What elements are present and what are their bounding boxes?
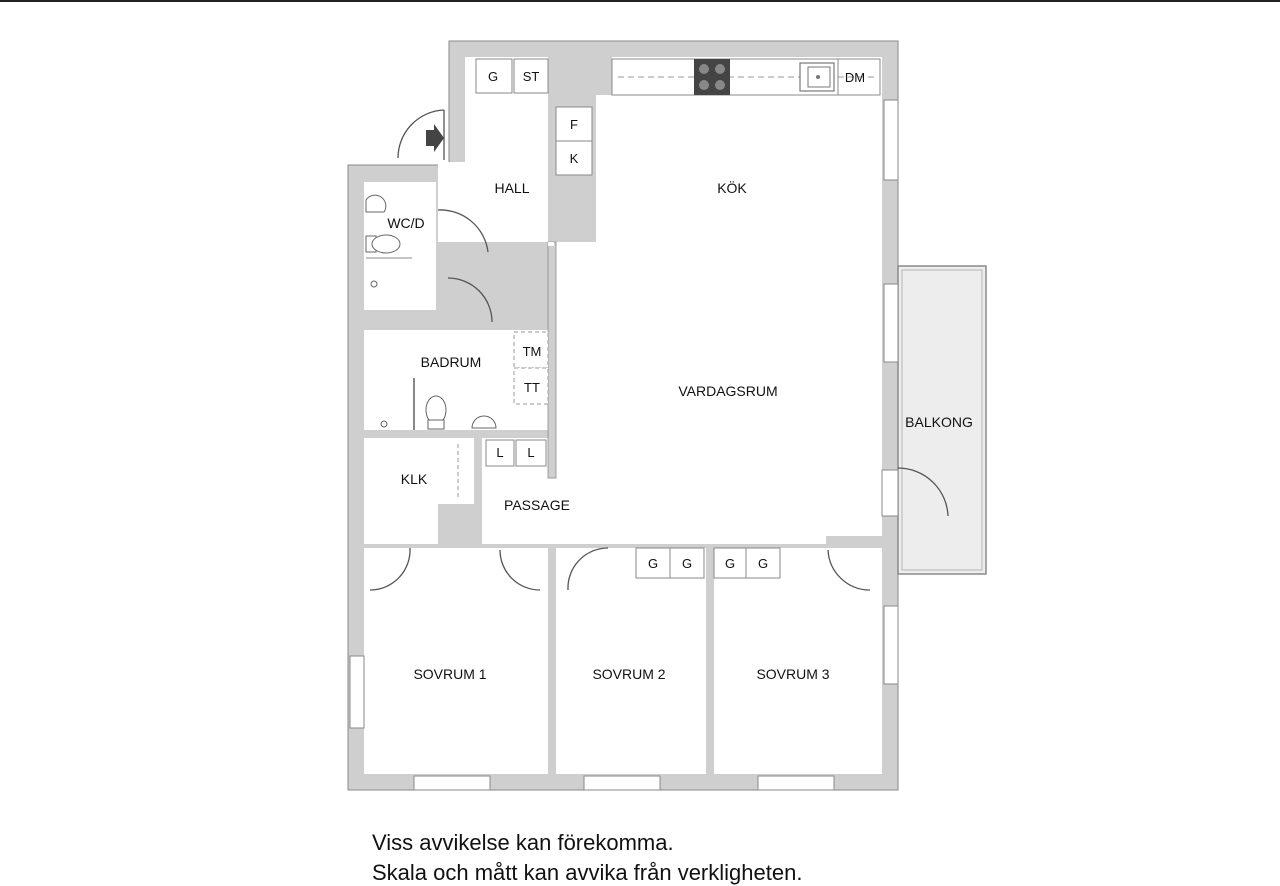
walk-in-closet-label: KLK: [400, 471, 428, 487]
hall-storage-label: ST: [522, 69, 540, 84]
bedroom-2-wardrobe-2-label: G: [681, 556, 693, 571]
tumble-dryer-label: TT: [524, 380, 540, 395]
freezer-label: F: [570, 117, 578, 132]
disclaimer-line-2: Skala och mått kan avvika från verkligheten.: [372, 860, 803, 885]
kitchen-living-floor: [548, 57, 882, 544]
bedroom-1-label: SOVRUM 1: [413, 666, 487, 682]
bedroom-3-floor: [714, 548, 882, 774]
kitchen-label: KÖK: [717, 180, 747, 196]
hall-label: HALL: [494, 180, 530, 196]
bedroom-3-wardrobe-2-label: G: [757, 556, 769, 571]
linen-closet-2-label: L: [527, 445, 535, 460]
dishwasher-label: DM: [844, 70, 866, 85]
entrance-arrow-icon: [426, 124, 444, 152]
bedroom-2-wardrobe-1-label: G: [647, 556, 659, 571]
disclaimer-line-1: Viss avvikelse kan förekomma.: [372, 830, 674, 855]
linen-closet-1-label: L: [496, 445, 504, 460]
wc-label: WC/D: [387, 215, 425, 231]
bedroom-1-floor: [364, 548, 548, 774]
passage-label: PASSAGE: [504, 497, 570, 513]
living-room-label: VARDAGSRUM: [678, 383, 778, 399]
bedroom-2-label: SOVRUM 2: [592, 666, 666, 682]
washing-machine-label: TM: [522, 344, 542, 359]
bathroom-label: BADRUM: [420, 354, 482, 370]
bedroom-3-label: SOVRUM 3: [756, 666, 830, 682]
balcony-label: BALKONG: [905, 414, 973, 430]
hall-wardrobe-label: G: [487, 69, 499, 84]
bedroom-3-wardrobe-1-label: G: [724, 556, 736, 571]
fridge-label: K: [569, 151, 579, 166]
kitchen-counter: [612, 59, 880, 95]
passage-wardrobes: [486, 440, 546, 466]
bedroom-2-floor: [556, 548, 706, 774]
stove-icon: [694, 59, 730, 95]
